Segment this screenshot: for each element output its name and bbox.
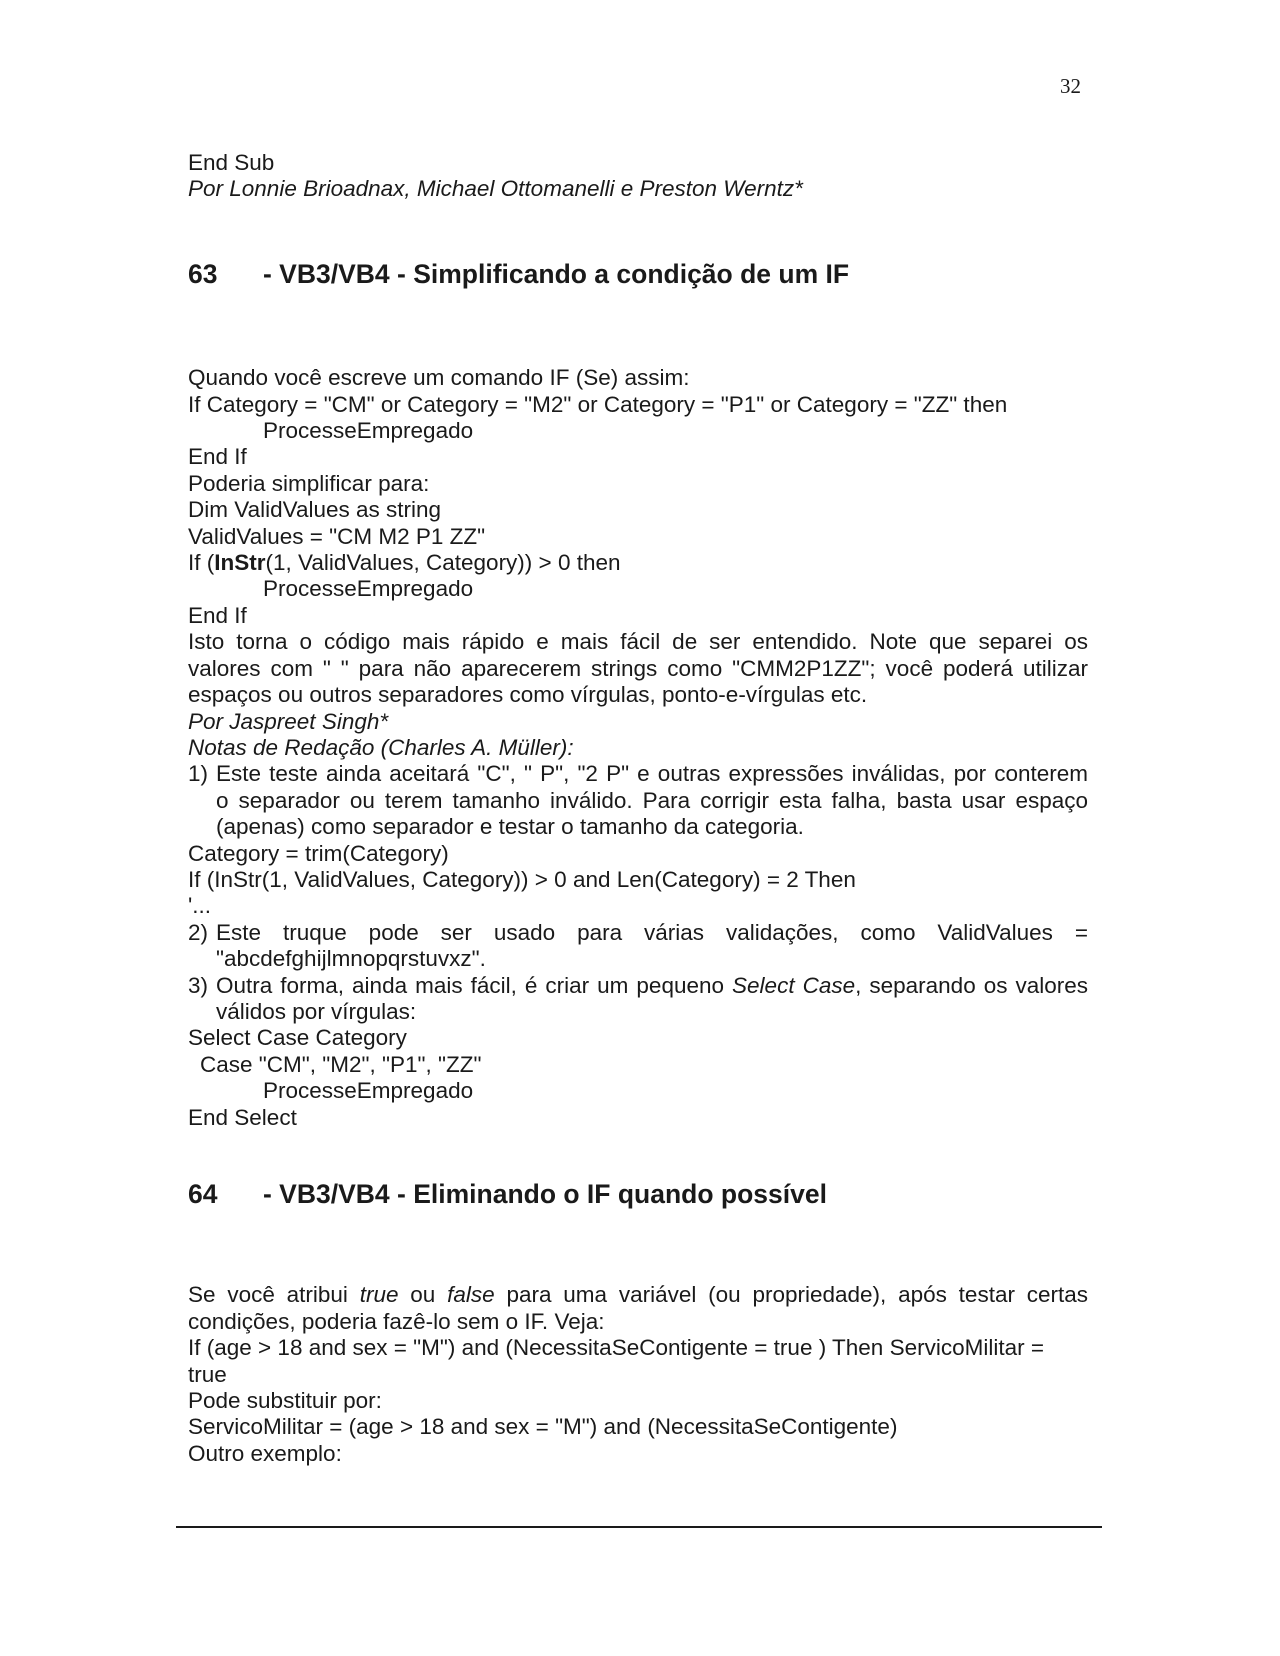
section-number: 63 bbox=[188, 258, 218, 289]
text-fragment: ou bbox=[398, 1282, 448, 1308]
text-fragment: , separando os valores bbox=[855, 972, 1089, 998]
author-credit: Por Lonnie Brioadnax, Michael Ottomanelli e Preston Werntz* bbox=[188, 176, 803, 202]
list-text-line: válidos por vírgulas: bbox=[216, 998, 417, 1024]
code-line: Select Case Category bbox=[188, 1025, 407, 1051]
list-text-line: "abcdefghijlmnopqrstuvxz". bbox=[216, 946, 486, 972]
list-item bbox=[188, 973, 1088, 1026]
paragraph-line: espaços ou outros separadores como vírgulas, ponto-e-vírgulas etc. bbox=[188, 682, 868, 708]
section-title: - VB3/VB4 - Eliminando o IF quando possível bbox=[263, 1179, 827, 1209]
paragraph-line bbox=[188, 1282, 1088, 1308]
code-line: If Category = "CM" or Category = "M2" or Category = "P1" or Category = "ZZ" then bbox=[188, 391, 1008, 417]
paragraph-line: Isto torna o código mais rápido e mais fácil de ser entendido. Note que separei os bbox=[188, 629, 1088, 655]
paragraph-line: valores com " " para não aparecerem strings como "CMM2P1ZZ"; você poderá utilizar bbox=[188, 655, 1088, 681]
author-credit: Por Jaspreet Singh* bbox=[188, 708, 389, 734]
list-number: 2) bbox=[188, 919, 209, 945]
paragraph-line: condições, poderia fazê-lo sem o IF. Veja: bbox=[188, 1308, 605, 1334]
list-text-line bbox=[216, 973, 1088, 999]
list-text-line: (apenas) como separador e testar o tamanho da categoria. bbox=[216, 814, 804, 840]
section-heading-63 bbox=[188, 258, 1088, 289]
other-example-label: Outro exemplo: bbox=[188, 1440, 342, 1466]
code-line: '... bbox=[188, 893, 212, 919]
list-text-line: Este teste ainda aceitará "C", " P", "2 P" e outras expressões inválidas, por conterem bbox=[216, 761, 1088, 787]
code-line: ValidValues = "CM M2 P1 ZZ" bbox=[188, 523, 486, 549]
replace-label: Pode substituir por: bbox=[188, 1388, 382, 1414]
list-number: 1) bbox=[188, 761, 209, 787]
list-text-line: o separador ou terem tamanho inválido. Para corrigir esta falha, basta usar espaço bbox=[216, 787, 1088, 813]
intro-line: Quando você escreve um comando IF (Se) assim: bbox=[188, 365, 690, 391]
code-line: Case "CM", "M2", "P1", "ZZ" bbox=[200, 1051, 482, 1077]
section-title: - VB3/VB4 - Simplificando a condição de um IF bbox=[263, 258, 850, 289]
text-italic: Select Case bbox=[732, 972, 856, 998]
section-number: 64 bbox=[188, 1179, 218, 1209]
code-line: ProcesseEmpregado bbox=[263, 1078, 474, 1104]
text-fragment: para uma variável (ou propriedade), após testar certas bbox=[494, 1282, 1089, 1308]
code-line: If (age > 18 and sex = "M") and (NecessitaSeContigente = true ) Then ServicoMilitar = bbox=[188, 1335, 1044, 1361]
footer-rule bbox=[176, 1526, 1102, 1528]
end-sub-line: End Sub bbox=[188, 150, 275, 175]
code-line: ServicoMilitar = (age > 18 and sex = "M") and (NecessitaSeContigente) bbox=[188, 1414, 898, 1440]
text-italic: false bbox=[447, 1282, 495, 1308]
text-fragment: Outra forma, ainda mais fácil, é criar um pequeno bbox=[216, 972, 733, 998]
simplify-line: Poderia simplificar para: bbox=[188, 470, 430, 496]
code-line: ProcesseEmpregado bbox=[263, 418, 474, 444]
list-number: 3) bbox=[188, 972, 209, 998]
text-fragment: Se você atribui bbox=[188, 1282, 360, 1308]
list-item bbox=[188, 920, 1088, 973]
text-italic: true bbox=[359, 1282, 399, 1308]
code-line: End If bbox=[188, 444, 247, 470]
page-content bbox=[188, 150, 1088, 1467]
code-line: End If bbox=[188, 602, 247, 628]
section-heading-64 bbox=[188, 1181, 1088, 1207]
code-line: Dim ValidValues as string bbox=[188, 497, 442, 523]
code-line-instr bbox=[188, 550, 1088, 576]
code-line: Category = trim(Category) bbox=[188, 840, 449, 866]
code-line: true bbox=[188, 1361, 227, 1387]
code-fragment: (1, ValidValues, Category)) > 0 then bbox=[265, 550, 621, 576]
code-line: End Select bbox=[188, 1104, 297, 1130]
code-keyword-bold: InStr bbox=[214, 550, 266, 576]
page-number: 32 bbox=[1060, 74, 1081, 98]
code-line: ProcesseEmpregado bbox=[263, 576, 474, 602]
code-fragment: If ( bbox=[188, 550, 215, 576]
list-text-line: Este truque pode ser usado para várias validações, como ValidValues = bbox=[216, 919, 1088, 945]
notes-heading: Notas de Redação (Charles A. Müller): bbox=[188, 734, 574, 760]
list-item bbox=[188, 761, 1088, 840]
code-line: If (InStr(1, ValidValues, Category)) > 0 and Len(Category) = 2 Then bbox=[188, 866, 856, 892]
